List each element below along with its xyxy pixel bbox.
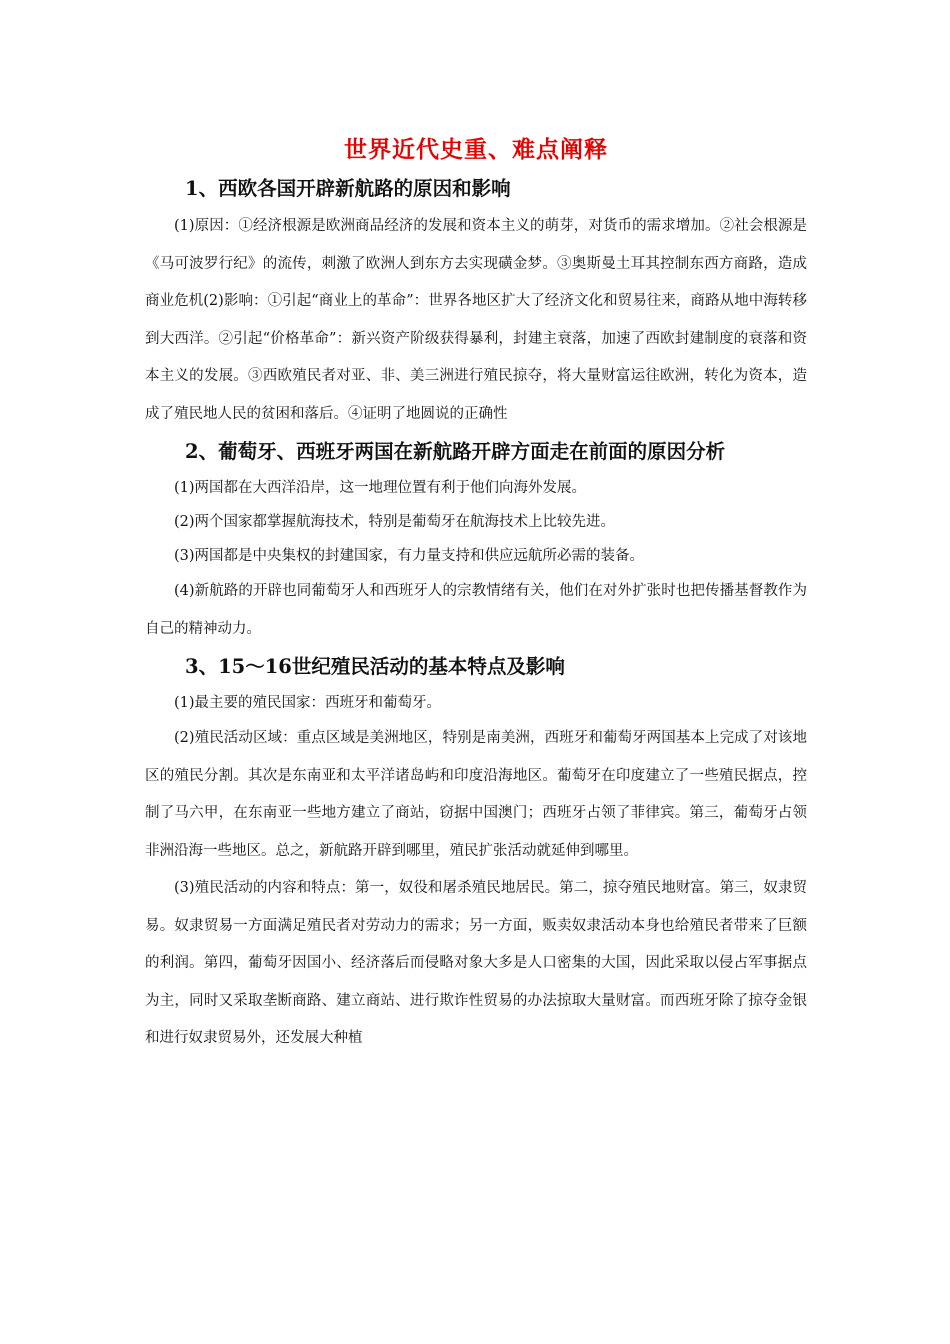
- section-2-paragraph-3: (3)两国都是中央集权的封建国家，有力量支持和供应远航所必需的装备。: [174, 548, 645, 564]
- section-1-paragraph-1: (1)原因：①经济根源是欧洲商品经济的发展和资本主义的萌芽，对货币的需求增加。②社会根源是《马可波罗行纪》的流传，刺激了欧洲人到东方去实现磺金梦。③奥斯曼土耳其控制东西方商路，造成商业危机(2)影响：①引起“商业上的革命”：世界各地区扩大了经济文化和贸易往来，商路从地中海转移到大西洋。②引起“价格革命”：新兴资产阶级获得暴利，封建主衰落，加速了西欧封建制度的衰落和资本主义的发展。③西欧殖民者对亚、非、美三洲进行殖民掠夺，将大量财富运往欧洲，转化为资本，造成了殖民地人民的贫困和落后。④证明了地圆说的正确性: [145, 218, 807, 422]
- section-2-paragraph-2: (2)两个国家都掌握航海技术，特别是葡萄牙在航海技术上比较先进。: [174, 514, 616, 530]
- document-title: 世界近代史重、难点阐释: [344, 136, 608, 163]
- section-heading-2: 2、葡萄牙、西班牙两国在新航路开辟方面走在前面的原因分析: [185, 440, 726, 463]
- document-page: [145, 130, 807, 1058]
- section-heading-3: 3、15～16世纪殖民活动的基本特点及影响: [185, 655, 565, 678]
- section-3-paragraph-1: (1)最主要的殖民国家：西班牙和葡萄牙。: [174, 695, 442, 711]
- section-heading-1: 1、西欧各国开辟新航路的原因和影响: [185, 177, 511, 200]
- section-2-paragraph-4: (4)新航路的开辟也同葡萄牙人和西班牙人的宗教情绪有关，他们在对外扩张时也把传播基督教作为自己的精神动力。: [145, 583, 807, 637]
- section-3-paragraph-2: (2)殖民活动区域：重点区域是美洲地区，特别是南美洲，西班牙和葡萄牙两国基本上完成了对该地区的殖民分割。其次是东南亚和太平洋诸岛屿和印度沿海地区。葡萄牙在印度建立了一些殖民据点，控制了马六甲，在东南亚一些地方建立了商站，窃据中国澳门；西班牙占领了菲律宾。第三，葡萄牙占领非洲沿海一些地区。总之，新航路开辟到哪里，殖民扩张活动就延伸到哪里。: [145, 730, 807, 859]
- section-2-paragraph-1: (1)两国都在大西洋沿岸，这一地理位置有利于他们向海外发展。: [174, 480, 587, 496]
- section-3-paragraph-3: (3)殖民活动的内容和特点：第一，奴役和屠杀殖民地居民。第二，掠夺殖民地财富。第三，奴隶贸易。奴隶贸易一方面满足殖民者对劳动力的需求；另一方面，贩卖奴隶活动本身也给殖民者带来了巨额的利润。第四，葡萄牙因国小、经济落后而侵略对象大多是人口密集的大国，因此采取以侵占军事据点为主，同时又采取垄断商路、建立商站、进行欺诈性贸易的办法掠取大量财富。而西班牙除了掠夺金银和进行奴隶贸易外，还发展大种植: [145, 880, 807, 1046]
